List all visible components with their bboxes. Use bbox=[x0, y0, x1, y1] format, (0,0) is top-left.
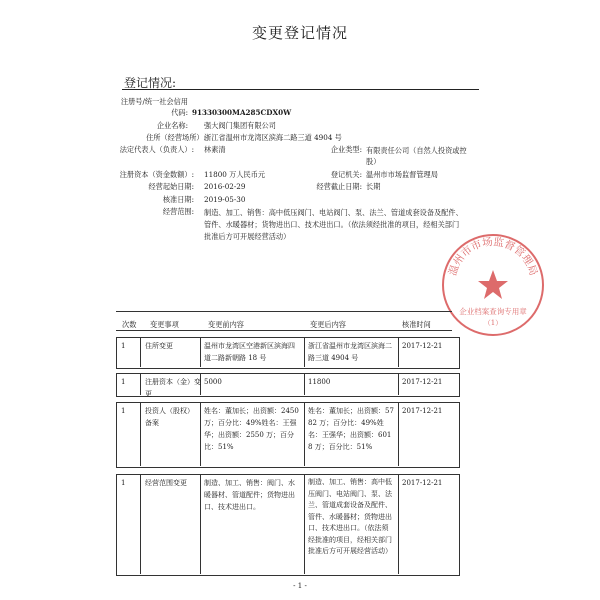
row2-no: 1 bbox=[121, 378, 126, 386]
authority-label: 登记机关: bbox=[330, 170, 362, 179]
row1-date: 2017-12-21 bbox=[402, 342, 443, 350]
row4-after: 制造、加工、销售：高中低压阀门、电站阀门、泵、法兰、管道成套设备及配件、管件、水暖器材；货物进出口、技术进出口。（依法须经批准的项目，经相关部门批准后方可开展经营活动） bbox=[308, 478, 392, 555]
row-divider bbox=[398, 402, 399, 466]
row-divider bbox=[304, 337, 305, 367]
row2-before: 5000 bbox=[204, 378, 222, 386]
approve-date-value: 2019-05-30 bbox=[204, 195, 246, 204]
row3-item: 投资人（股权）备案 bbox=[145, 407, 194, 427]
end-date-value: 长期 bbox=[366, 182, 381, 191]
company-label: 企业名称: bbox=[156, 121, 188, 130]
section-title: 登记情况: bbox=[124, 76, 177, 90]
row-divider bbox=[140, 402, 141, 466]
row2-date: 2017-12-21 bbox=[402, 378, 443, 386]
header-date: 核准时间 bbox=[402, 320, 431, 329]
row-divider bbox=[304, 373, 305, 395]
header-no: 次数 bbox=[122, 320, 137, 329]
capital-label: 注册资本（资金数额）: bbox=[119, 170, 194, 179]
row-divider bbox=[200, 402, 201, 466]
header-after: 变更后内容 bbox=[310, 320, 346, 329]
row1-before: 温州市龙湾区空港新区滨海四道二路新朝路 18 号 bbox=[204, 342, 295, 362]
row3-no: 1 bbox=[121, 407, 126, 415]
row3-after: 姓名：董加长；出资额：5782 万；百分比：49%姓名：王强华；出资额：6018 万；百分比：51% bbox=[308, 407, 394, 451]
svg-text:温州市市场监督管理局: 温州市市场监督管理局 bbox=[446, 236, 540, 278]
row-divider bbox=[200, 474, 201, 574]
row-divider bbox=[140, 474, 141, 574]
header-item: 变更事项 bbox=[150, 320, 179, 329]
start-date-label: 经营起始日期: bbox=[148, 182, 194, 191]
row4-before: 制造、加工、销售：阀门、水暖器材、管道配件；货物进出口、技术进出口。 bbox=[204, 479, 295, 511]
row-divider bbox=[200, 337, 201, 367]
code-label: 注册号/统一社会信用 bbox=[120, 97, 188, 106]
row-divider bbox=[398, 337, 399, 367]
code-label-2: 代码: bbox=[171, 108, 188, 117]
row-divider bbox=[140, 373, 141, 395]
scope-label: 经营范围: bbox=[162, 207, 194, 216]
row-divider bbox=[304, 402, 305, 466]
row3-before: 姓名：董加长；出资额：2450 万；百分比：49%姓名：王强华；出资额：2550 万；百分比：51% bbox=[204, 407, 299, 451]
row2-item: 注册资本（金）变更 bbox=[145, 378, 201, 398]
svg-text:企业档案查询专用章: 企业档案查询专用章 bbox=[459, 307, 527, 316]
type-label: 企业类型: bbox=[330, 145, 362, 154]
row4-no: 1 bbox=[121, 479, 126, 487]
scope-value: 制造、加工、销售：高中低压阀门、电站阀门、泵、法兰、管道成套设备及配件、管件、水暖器材；货物进出口、技术进出口。（依法须经批准的项目，经相关部门批准后方可开展经营活动） bbox=[204, 208, 463, 241]
capital-value: 11800 万人民币元 bbox=[204, 170, 266, 179]
address-value: 浙江省温州市龙湾区滨海二路三道 4904 号 bbox=[204, 133, 342, 142]
address-label: 住所（经营场所）: bbox=[146, 133, 206, 142]
page-number: - 1 - bbox=[293, 582, 307, 590]
row1-no: 1 bbox=[121, 342, 126, 350]
official-seal-stamp bbox=[438, 230, 548, 340]
table-header-rule bbox=[116, 330, 452, 331]
authority-value: 温州市市场监督管理局 bbox=[366, 170, 438, 179]
svg-text:（1）: （1） bbox=[483, 319, 503, 327]
type-value: 有限责任公司（自然人投资或控股） bbox=[366, 146, 467, 166]
code-value: 91330300MA285CDX0W bbox=[192, 108, 292, 117]
row4-item: 经营范围变更 bbox=[145, 479, 187, 487]
row-divider bbox=[398, 373, 399, 395]
header-before: 变更前内容 bbox=[208, 320, 244, 329]
row1-item: 住所变更 bbox=[145, 342, 173, 350]
rep-label: 法定代表人（负责人）: bbox=[119, 145, 194, 154]
document-title: 变更登记情况 bbox=[251, 24, 348, 42]
row3-date: 2017-12-21 bbox=[402, 407, 443, 415]
row1-after: 浙江省温州市龙湾区滨海二路三道 4904 号 bbox=[308, 342, 392, 362]
rep-value: 林素清 bbox=[204, 145, 226, 154]
row-divider bbox=[304, 474, 305, 574]
row2-after: 11800 bbox=[308, 378, 331, 386]
table-top-rule bbox=[116, 311, 452, 312]
section-divider bbox=[122, 89, 479, 90]
start-date-value: 2016-02-29 bbox=[204, 182, 246, 191]
approve-date-label: 核准日期: bbox=[162, 195, 194, 204]
company-value: 强大阀门集团有限公司 bbox=[204, 121, 276, 130]
end-date-label: 经营截止日期: bbox=[316, 182, 362, 191]
row4-date: 2017-12-21 bbox=[402, 479, 443, 487]
row-divider bbox=[398, 474, 399, 574]
row-divider bbox=[140, 337, 141, 367]
